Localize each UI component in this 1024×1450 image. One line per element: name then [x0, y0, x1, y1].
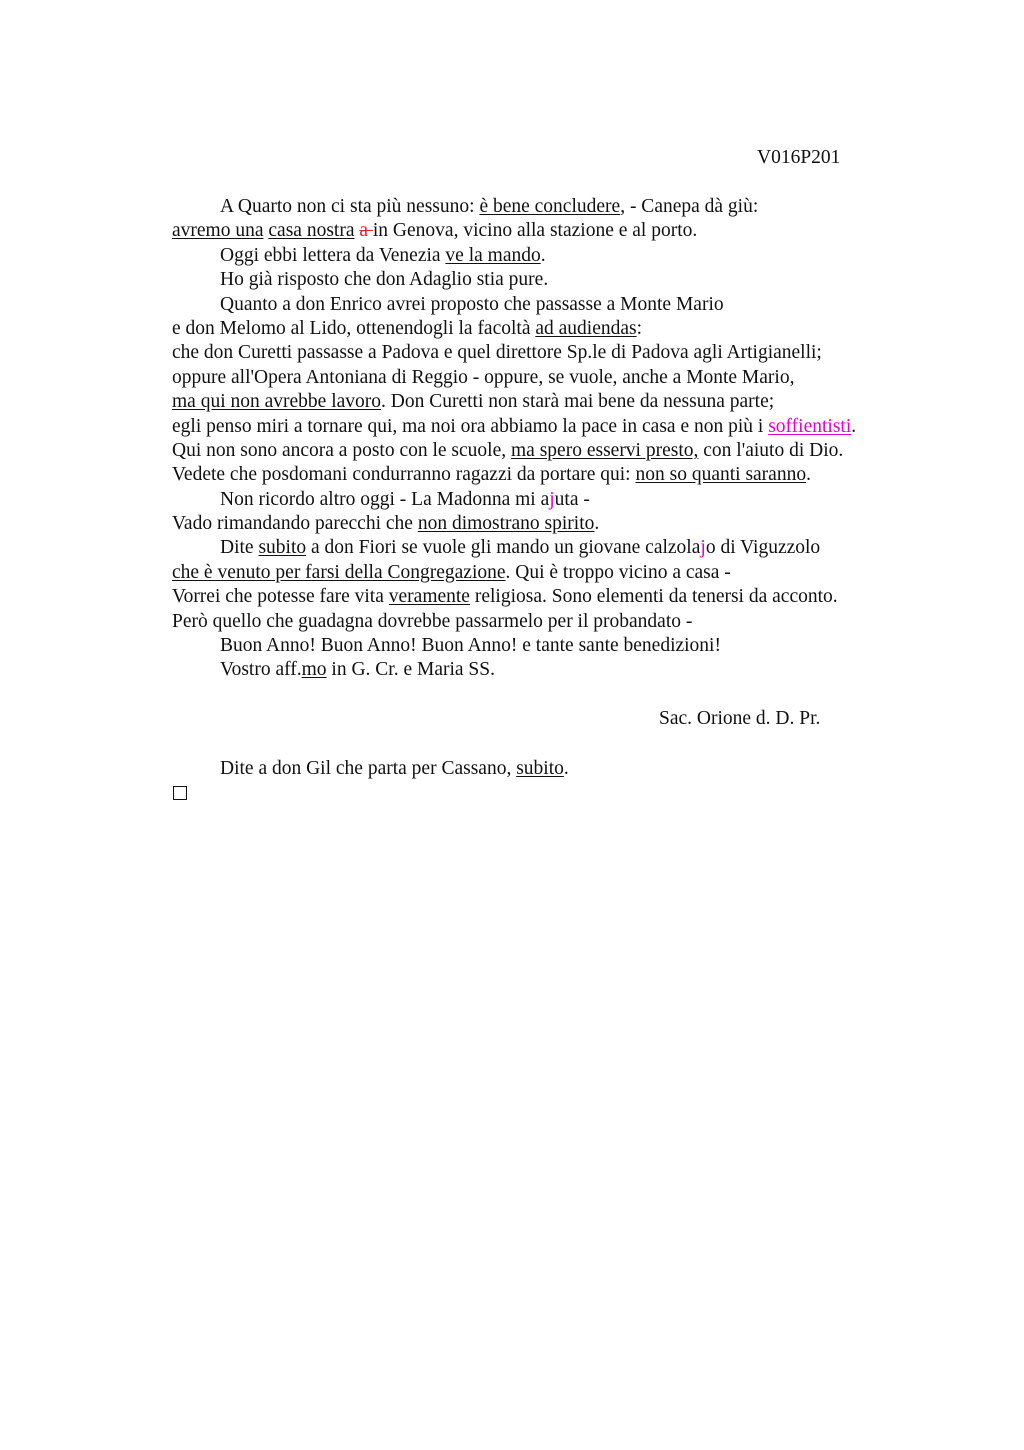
- text-segment: .: [806, 464, 811, 486]
- text-segment: .: [851, 415, 857, 437]
- text-segment: a don Fiori se vuole gli mando un giovane calzola: [306, 537, 701, 559]
- underlined-text: casa nostra: [268, 220, 355, 242]
- letter-line: [172, 341, 932, 365]
- text-segment: Dite: [220, 537, 259, 559]
- text-segment: egli penso miri a tornare qui, ma noi ora abbiamo la pace in casa e non più i: [172, 415, 769, 437]
- text-segment: :: [636, 317, 643, 339]
- letter-line: [172, 195, 932, 219]
- text-segment: .: [594, 513, 600, 535]
- text-segment: in Genova, vicino alla stazione e al porto.: [372, 220, 698, 242]
- underlined-text: mo: [301, 659, 327, 681]
- letter-line: [172, 561, 932, 585]
- text-segment: A Quarto non ci sta più nessuno:: [220, 196, 480, 217]
- corrected-letter: j: [700, 537, 706, 559]
- text-segment: e don Melomo al Lido, ottenendogli la facoltà: [172, 317, 536, 339]
- text-segment: Buon Anno! Buon Anno! Buon Anno! e tante sante benedizioni!: [220, 635, 721, 657]
- letter-line: [172, 244, 932, 268]
- corrected-text: soffientisti: [768, 415, 852, 437]
- letter-line: [172, 488, 932, 512]
- text-segment: in G. Cr. e Maria SS.: [326, 659, 495, 681]
- text-segment: .: [540, 244, 546, 266]
- letter-line: [172, 317, 932, 341]
- text-segment: Vado rimandando parecchi che: [172, 513, 418, 535]
- letter-line: [172, 390, 932, 414]
- letter-line: [172, 268, 932, 292]
- underlined-text: subito: [516, 758, 564, 779]
- letter-line: [172, 585, 932, 609]
- underlined-text: avremo una: [172, 220, 264, 242]
- text-segment: , - Canepa dà giù:: [620, 196, 759, 217]
- text-segment: Vostro aff.: [220, 659, 302, 681]
- underlined-text: veramente: [388, 586, 470, 608]
- struck-text: a: [359, 220, 373, 242]
- text-segment: uta -: [554, 488, 590, 510]
- letter-line: [172, 463, 932, 487]
- text-segment: Oggi ebbi lettera da Venezia: [220, 244, 446, 266]
- letter-line: [172, 219, 932, 243]
- letter-line: [172, 439, 932, 463]
- text-segment: religiosa. Sono elementi da tenersi da acconto.: [469, 586, 838, 608]
- text-segment: che don Curetti passasse a Padova e quel direttore Sp.le di Padova agli Artigianelli;: [172, 342, 822, 364]
- letter-line: [172, 415, 932, 439]
- signature: Sac. Orione d. D. Pr.: [659, 708, 821, 729]
- underlined-text: ve la mando: [445, 244, 541, 266]
- letter-line: [172, 293, 932, 317]
- underlined-text: ma qui non avrebbe lavoro: [172, 391, 382, 413]
- underlined-text: non so quanti saranno: [635, 464, 807, 486]
- text-segment: Però quello che guadagna dovrebbe passarmelo per il probandato -: [172, 610, 693, 632]
- text-segment: Vedete che posdomani condurranno ragazzi da portare qui:: [172, 464, 636, 486]
- underlined-text: subito: [258, 537, 307, 559]
- underlined-text: che è venuto per farsi della Congregazione: [172, 561, 506, 583]
- text-segment: . Don Curetti non starà mai bene da nessuna parte;: [381, 391, 775, 413]
- text-segment: oppure all'Opera Antoniana di Reggio - oppure, se vuole, anche a Monte Mario,: [172, 366, 795, 388]
- letter-line: [172, 658, 932, 682]
- text-segment: Quanto a don Enrico avrei proposto che passasse a Monte Mario: [220, 293, 724, 315]
- letter-line: [172, 634, 932, 658]
- corrected-letter: j: [549, 488, 555, 510]
- postscript: [220, 758, 569, 780]
- text-segment: Dite a don Gil che parta per Cassano,: [220, 758, 517, 779]
- underlined-text: ma spero esservi presto,: [511, 439, 699, 461]
- text-segment: con l'aiuto di Dio.: [698, 439, 844, 461]
- underlined-text: è bene concludere: [479, 196, 621, 217]
- underlined-text: ad audiendas: [535, 317, 637, 339]
- checkbox-square-icon: [173, 786, 187, 800]
- page-id: V016P201: [757, 147, 841, 168]
- text-segment: .: [563, 758, 569, 779]
- underlined-text: non dimostrano spirito: [417, 513, 595, 535]
- letter-body: [172, 195, 932, 683]
- text-segment: . Qui è troppo vicino a casa -: [505, 561, 731, 583]
- letter-line: [172, 366, 932, 390]
- letter-line: [172, 610, 932, 634]
- letter-line: [172, 536, 932, 560]
- text-segment: o di Viguzzolo: [705, 537, 821, 559]
- text-segment: Vorrei che potesse fare vita: [172, 586, 389, 608]
- text-segment: Qui non sono ancora a posto con le scuole,: [172, 439, 512, 461]
- letter-line: [172, 512, 932, 536]
- text-segment: Ho già risposto che don Adaglio stia pure.: [220, 269, 549, 291]
- text-segment: Non ricordo altro oggi - La Madonna mi a: [220, 488, 550, 510]
